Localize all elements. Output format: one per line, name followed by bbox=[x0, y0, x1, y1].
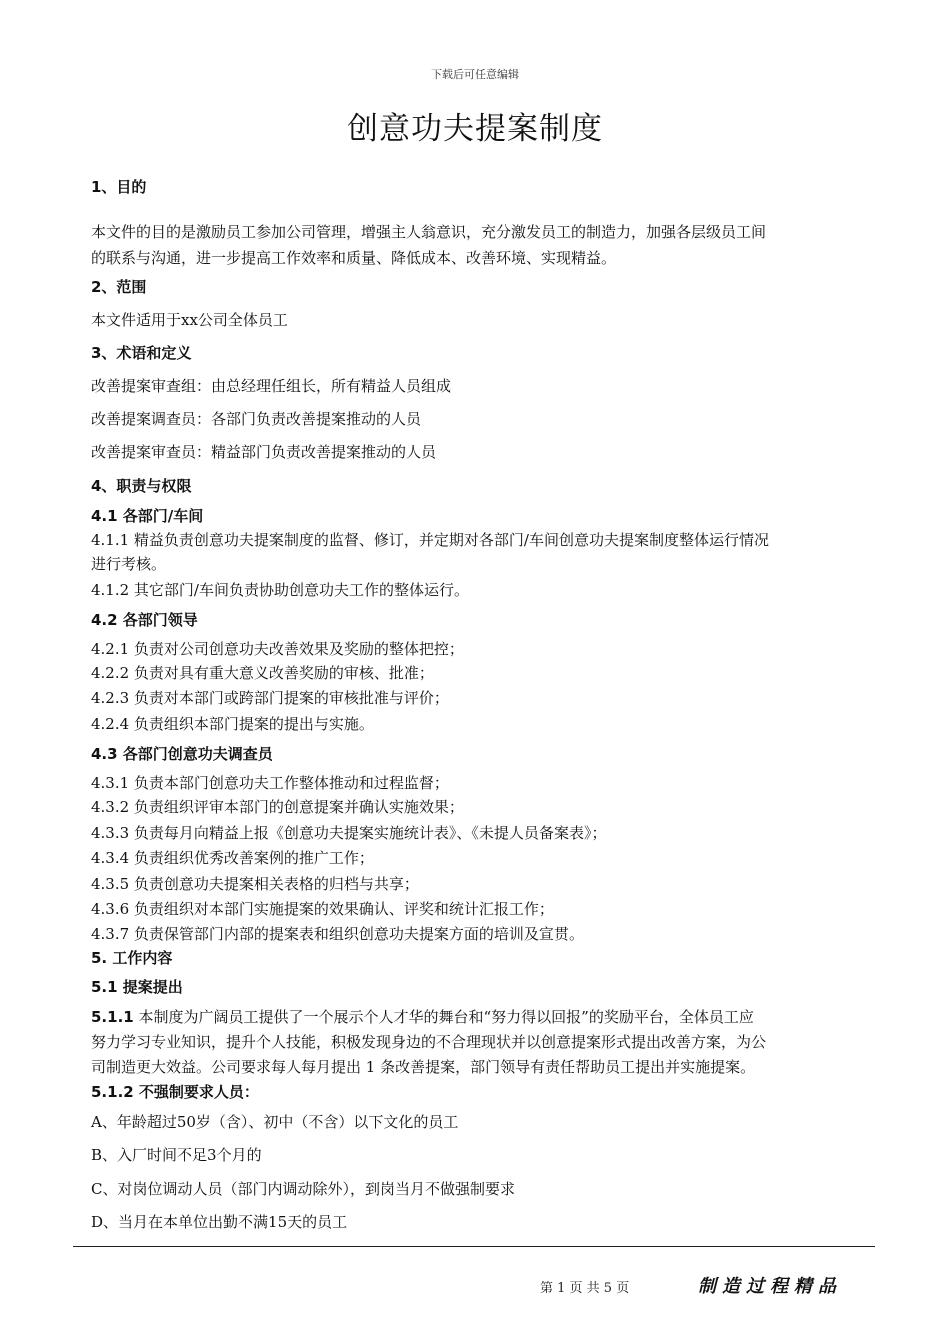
list-item: 4.3.2 负责组织评审本部门的创意提案并确认实施效果； bbox=[91, 798, 464, 816]
subsection-heading: 5.1 提案提出 bbox=[91, 978, 183, 996]
paragraph-line: 司制造更大效益。公司要求每人每月提出 1 条改善提案，部门领导有责任帮助员工提出并实施提案。 bbox=[91, 1058, 756, 1076]
item-text: 本制度为广阔员工提供了一个展示个人才华的舞台和“努力得以回报”的奖励平台，全体员工应 bbox=[133, 1008, 754, 1026]
section-heading-scope: 2、范围 bbox=[91, 278, 147, 296]
list-item: 4.2.1 负责对公司创意功夫改善效果及奖励的整体把控； bbox=[91, 640, 464, 658]
footer-motto: 制造过程精品 bbox=[698, 1276, 842, 1297]
list-item: A、年龄超过50岁（含）、初中（不含）以下文化的员工 bbox=[91, 1113, 459, 1131]
paragraph-line: 本文件的目的是激励员工参加公司管理，增强主人翁意识，充分激发员工的制造力，加强各层级员工间 bbox=[91, 223, 767, 241]
list-item: 4.3.7 负责保管部门内部的提案表和组织创意功夫提案方面的培训及宣贯。 bbox=[91, 925, 584, 943]
header-note: 下载后可任意编辑 bbox=[431, 68, 519, 81]
paragraph-line: 本文件适用于xx公司全体员工 bbox=[91, 311, 288, 329]
list-item: 4.2.4 负责组织本部门提案的提出与实施。 bbox=[91, 715, 374, 733]
list-item: 4.3.1 负责本部门创意功夫工作整体推动和过程监督； bbox=[91, 774, 449, 792]
list-item: 4.3.4 负责组织优秀改善案例的推广工作； bbox=[91, 849, 374, 867]
section-heading-terms: 3、术语和定义 bbox=[91, 344, 192, 362]
definition-line: 改善提案审查组：由总经理任组长，所有精益人员组成 bbox=[91, 377, 452, 395]
list-item: 4.1.2 其它部门/车间负责协助创意功夫工作的整体运行。 bbox=[91, 581, 469, 599]
list-item: 4.2.3 负责对本部门或跨部门提案的审核批准与评价； bbox=[91, 689, 449, 707]
subsection-heading: 5.1.2 不强制要求人员： bbox=[91, 1083, 259, 1101]
subsection-heading: 4.2 各部门领导 bbox=[91, 611, 198, 629]
list-item: 4.1.1 精益负责创意功夫提案制度的监督、修订，并定期对各部门/车间创意功夫提案制度整体运行情况 bbox=[91, 531, 769, 549]
list-item: 4.2.2 负责对具有重大意义改善奖励的审核、批准； bbox=[91, 664, 434, 682]
list-item: 进行考核。 bbox=[91, 555, 167, 573]
paragraph-line: 努力学习专业知识，提升个人技能，积极发现身边的不合理现状并以创意提案形式提出改善方案，为公 bbox=[91, 1033, 767, 1051]
footer-divider bbox=[73, 1246, 875, 1247]
list-item: 4.3.3 负责每月向精益上报《创意功夫提案实施统计表》、《未提人员备案表》； bbox=[91, 824, 607, 842]
list-item: C、对岗位调动人员（部门内调动除外），到岗当月不做强制要求 bbox=[91, 1180, 515, 1198]
subsection-heading: 4.3 各部门创意功夫调查员 bbox=[91, 745, 273, 763]
definition-line: 改善提案审查员：精益部门负责改善提案推动的人员 bbox=[91, 443, 437, 461]
list-item: B、入厂时间不足3个月的 bbox=[91, 1146, 262, 1164]
document-title: 创意功夫提案制度 bbox=[347, 111, 603, 147]
section-heading-purpose: 1、目的 bbox=[91, 178, 147, 196]
list-item: 4.3.5 负责创意功夫提案相关表格的归档与共享； bbox=[91, 875, 419, 893]
section-heading-work-content: 5. 工作内容 bbox=[91, 949, 173, 967]
page-number: 第 1 页 共 5 页 bbox=[540, 1281, 630, 1296]
subsection-heading: 4.1 各部门/车间 bbox=[91, 507, 204, 525]
section-heading-responsibilities: 4、职责与权限 bbox=[91, 477, 192, 495]
item-number: 5.1.1 bbox=[91, 1008, 134, 1026]
definition-line: 改善提案调查员：各部门负责改善提案推动的人员 bbox=[91, 410, 422, 428]
paragraph-line: 的联系与沟通，进一步提高工作效率和质量、降低成本、改善环境、实现精益。 bbox=[91, 249, 617, 267]
list-item: 4.3.6 负责组织对本部门实施提案的效果确认、评奖和统计汇报工作； bbox=[91, 900, 554, 918]
list-item bbox=[91, 1005, 871, 1029]
list-item: D、当月在本单位出勤不满15天的员工 bbox=[91, 1213, 348, 1231]
